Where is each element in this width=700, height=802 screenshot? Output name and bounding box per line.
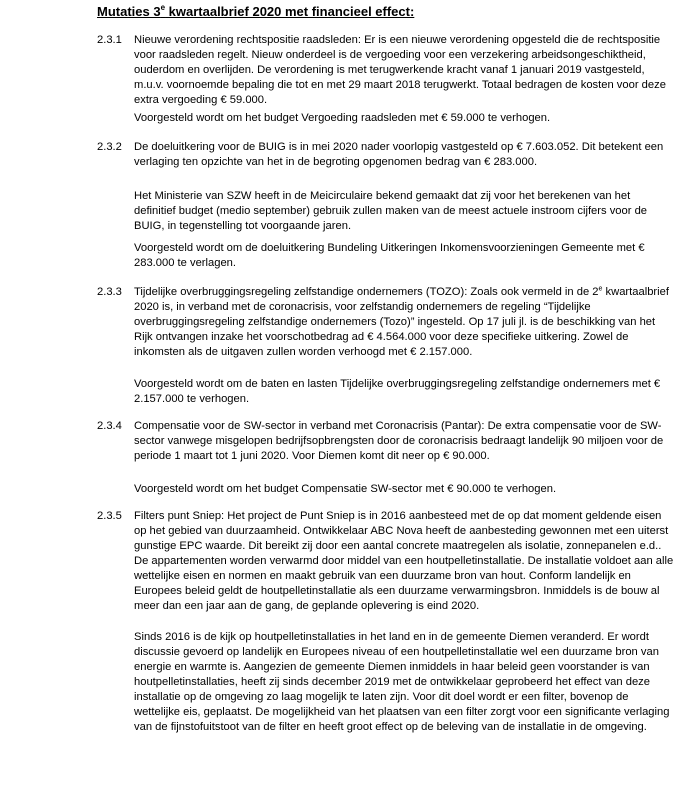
section-number: 2.3.3	[97, 286, 122, 298]
section-paragraph: Nieuwe verordening rechtspositie raadsleden: Er is een nieuwe verordening opgesteld die de rechtspositie voor raadsleden regelt. Nieuw onderdeel is de vergoeding voor een verzekering arbeidsongeschiktheid, ouderdom en overlijden. De verordening is met terugwerkende kracht vanaf 1 januari 2019 vastgesteld, m.u.v. voornoemde bepaling die tot en met 29 maart 2018 terugwerkt. Totaal bedragen de kosten voor deze extra vergoeding € 59.000.	[134, 34, 666, 106]
section-number: 2.3.5	[97, 510, 122, 522]
section-number: 2.3.2	[97, 141, 122, 153]
section-paragraph: Het Ministerie van SZW heeft in de Meicirculaire bekend gemaakt dat zij voor het berekenen van het definitief budget (medio september) gebruik zullen maken van de meest actuele instroom cijfers voor de BUIG, in tegenstelling tot voorgaande jaren.	[134, 190, 648, 232]
page-title: Mutaties 3e kwartaalbrief 2020 met financieel effect:	[97, 3, 415, 19]
section-paragraph: Tijdelijke overbruggingsregeling zelfstandige ondernemers (TOZO): Zoals ook vermeld in de 2e kwartaalbrief 2020 is, in verband met de coronacrisis, voor zelfstandig ondernemers de regeling “Tijdelijke overbruggingsregeling zelfstandige ondernemers (Tozo)” ingesteld. Op 17 juli jl. is de beschikking van het Rijk ontvangen inzake het voorschotbedrag ad € 4.564.000 voor deze specifieke uitkering. Zowel de inkomsten als de uitgaven zullen worden verhoogd met € 2.157.000.	[134, 285, 669, 358]
section-paragraph: Voorgesteld wordt om de doeluitkering Bundeling Uitkeringen Inkomensvoorzieningen Gemeente met € 283.000 te verlagen.	[134, 242, 645, 269]
section-paragraph: De doeluitkering voor de BUIG is in mei 2020 nader voorlopig vastgesteld op € 7.603.052. Dit betekent een verlaging ten opzichte van het in de begroting opgenomen bedrag van € 283.000.	[134, 141, 664, 168]
section-paragraph: Filters punt Sniep: Het project de Punt Sniep is in 2016 aanbesteed met de op dat moment geldende eisen op het gebied van duurzaamheid. Ontwikkelaar ABC Nova heeft de aanbesteding gewonnen met een uiterst gunstige EPC waarde. Dit bereikt zij door een aantal concrete maatregelen als isolatie, zonnepanelen e.d.. De appartementen worden verwarmd door middel van een houtpelletinstallatie. De installatie voldoet aan alle wettelijke eisen en normen en maakt gebruik van een duurzame bron van hout. Conform landelijk en Europees beleid geldt de houtpelletinstallatie als een duurzame verwarmingsbron. Inmiddels is de bouw al meer dan een jaar aan de gang, de geplande oplevering is eind 2020.	[134, 510, 674, 612]
section-paragraph: Voorgesteld wordt om het budget Compensatie SW-sector met € 90.000 te verhogen.	[134, 483, 557, 495]
section-paragraph: Voorgesteld wordt om de baten en lasten Tijdelijke overbruggingsregeling zelfstandige ondernemers met € 2.157.000 te verhogen.	[134, 378, 661, 405]
section-number: 2.3.4	[97, 420, 122, 432]
section-number: 2.3.1	[97, 34, 122, 46]
section-paragraph: Compensatie voor de SW-sector in verband met Coronacrisis (Pantar): De extra compensatie voor de SW-sector vanwege misgelopen bedrijfsopbrengsten door de coronacrisis bedraagt landelijk 90 miljoen voor de periode 1 maart tot 1 juni 2020. Voor Diemen komt dit neer op € 90.000.	[134, 420, 664, 462]
section-paragraph: Sinds 2016 is de kijk op houtpelletinstallaties in het land en in de gemeente Diemen veranderd. Er wordt discussie gevoerd op landelijk en Europees niveau of een houtpelletinstallatie wel een duurzame bron van energie en warmte is. Aangezien de gemeente Diemen inmiddels in haar beleid geen voorstander is van houtpelletinstallaties, heeft zij sinds december 2019 met de ontwikkelaar geprobeerd het effect van deze installatie op de omgeving zo laag mogelijk te laten zijn. Voor dit doel wordt er een filter, bovenop de wettelijke eis, geplaatst. De mogelijkheid van het plaatsen van een filter zorgt voor een significante verlaging van de fijnstofuitstoot van de filter en heeft groot effect op de beleving van de installatie in de omgeving.	[134, 631, 670, 733]
section-paragraph: Voorgesteld wordt om het budget Vergoeding raadsleden met € 59.000 te verhogen.	[134, 112, 551, 124]
